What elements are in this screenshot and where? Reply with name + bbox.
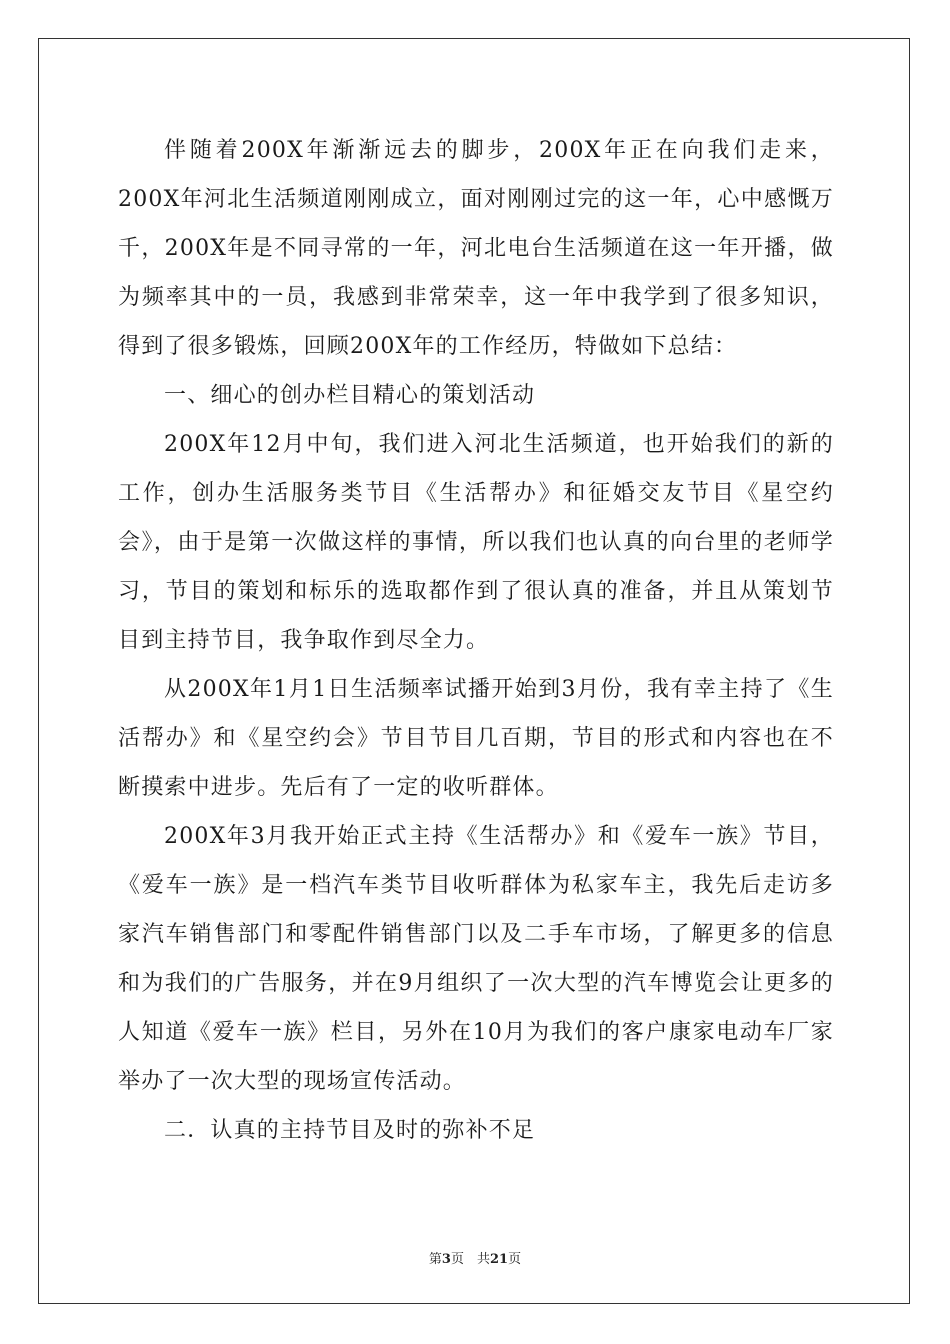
footer-prefix: 第 — [428, 1252, 442, 1267]
footer-mid: 页 共 — [450, 1252, 490, 1267]
footer-page-current: 3 — [441, 1252, 451, 1267]
footer-page-total: 21 — [489, 1252, 509, 1267]
page-footer — [0, 1248, 950, 1267]
paragraph-intro: 伴随着200X年渐渐远去的脚步，200X年正在向我们走来，200X年河北生活频道刚刚成立，面对刚刚过完的这一年，心中感慨万千，200X年是不同寻常的一年，河北电台生活频道在这一年开播，做为频率其中的一员，我感到非常荣幸，这一年中我学到了很多知识，得到了很多锻炼，回顾200X年的工作经历，特做如下总结： — [118, 138, 834, 359]
paragraph-section-1b: 从200X年1月1日生活频率试播开始到3月份，我有幸主持了《生活帮办》和《星空约会》节目节目几百期，节目的形式和内容也在不断摸索中进步。先后有了一定的收听群体。 — [118, 677, 834, 800]
document-body — [118, 126, 834, 1155]
footer-suffix: 页 — [508, 1252, 522, 1267]
section-heading-2: 二．认真的主持节目及时的弥补不足 — [164, 1118, 536, 1143]
section-heading-1: 一、细心的创办栏目精心的策划活动 — [164, 383, 536, 408]
paragraph-section-1c: 200X年3月我开始正式主持《生活帮办》和《爱车一族》节目，《爱车一族》是一档汽车类节目收听群体为私家车主，我先后走访多家汽车销售部门和零配件销售部门以及二手车市场，了解更多的信息和为我们的广告服务，并在9月组织了一次大型的汽车博览会让更多的人知道《爱车一族》栏目，另外在10月为我们的客户康家电动车厂家举办了一次大型的现场宣传活动。 — [118, 824, 834, 1094]
paragraph-section-1a: 200X年12月中旬，我们进入河北生活频道，也开始我们的新的工作，创办生活服务类节目《生活帮办》和征婚交友节目《星空约会》，由于是第一次做这样的事情，所以我们也认真的向台里的老师学习，节目的策划和标乐的选取都作到了很认真的准备，并且从策划节目到主持节目，我争取作到尽全力。 — [118, 432, 834, 653]
